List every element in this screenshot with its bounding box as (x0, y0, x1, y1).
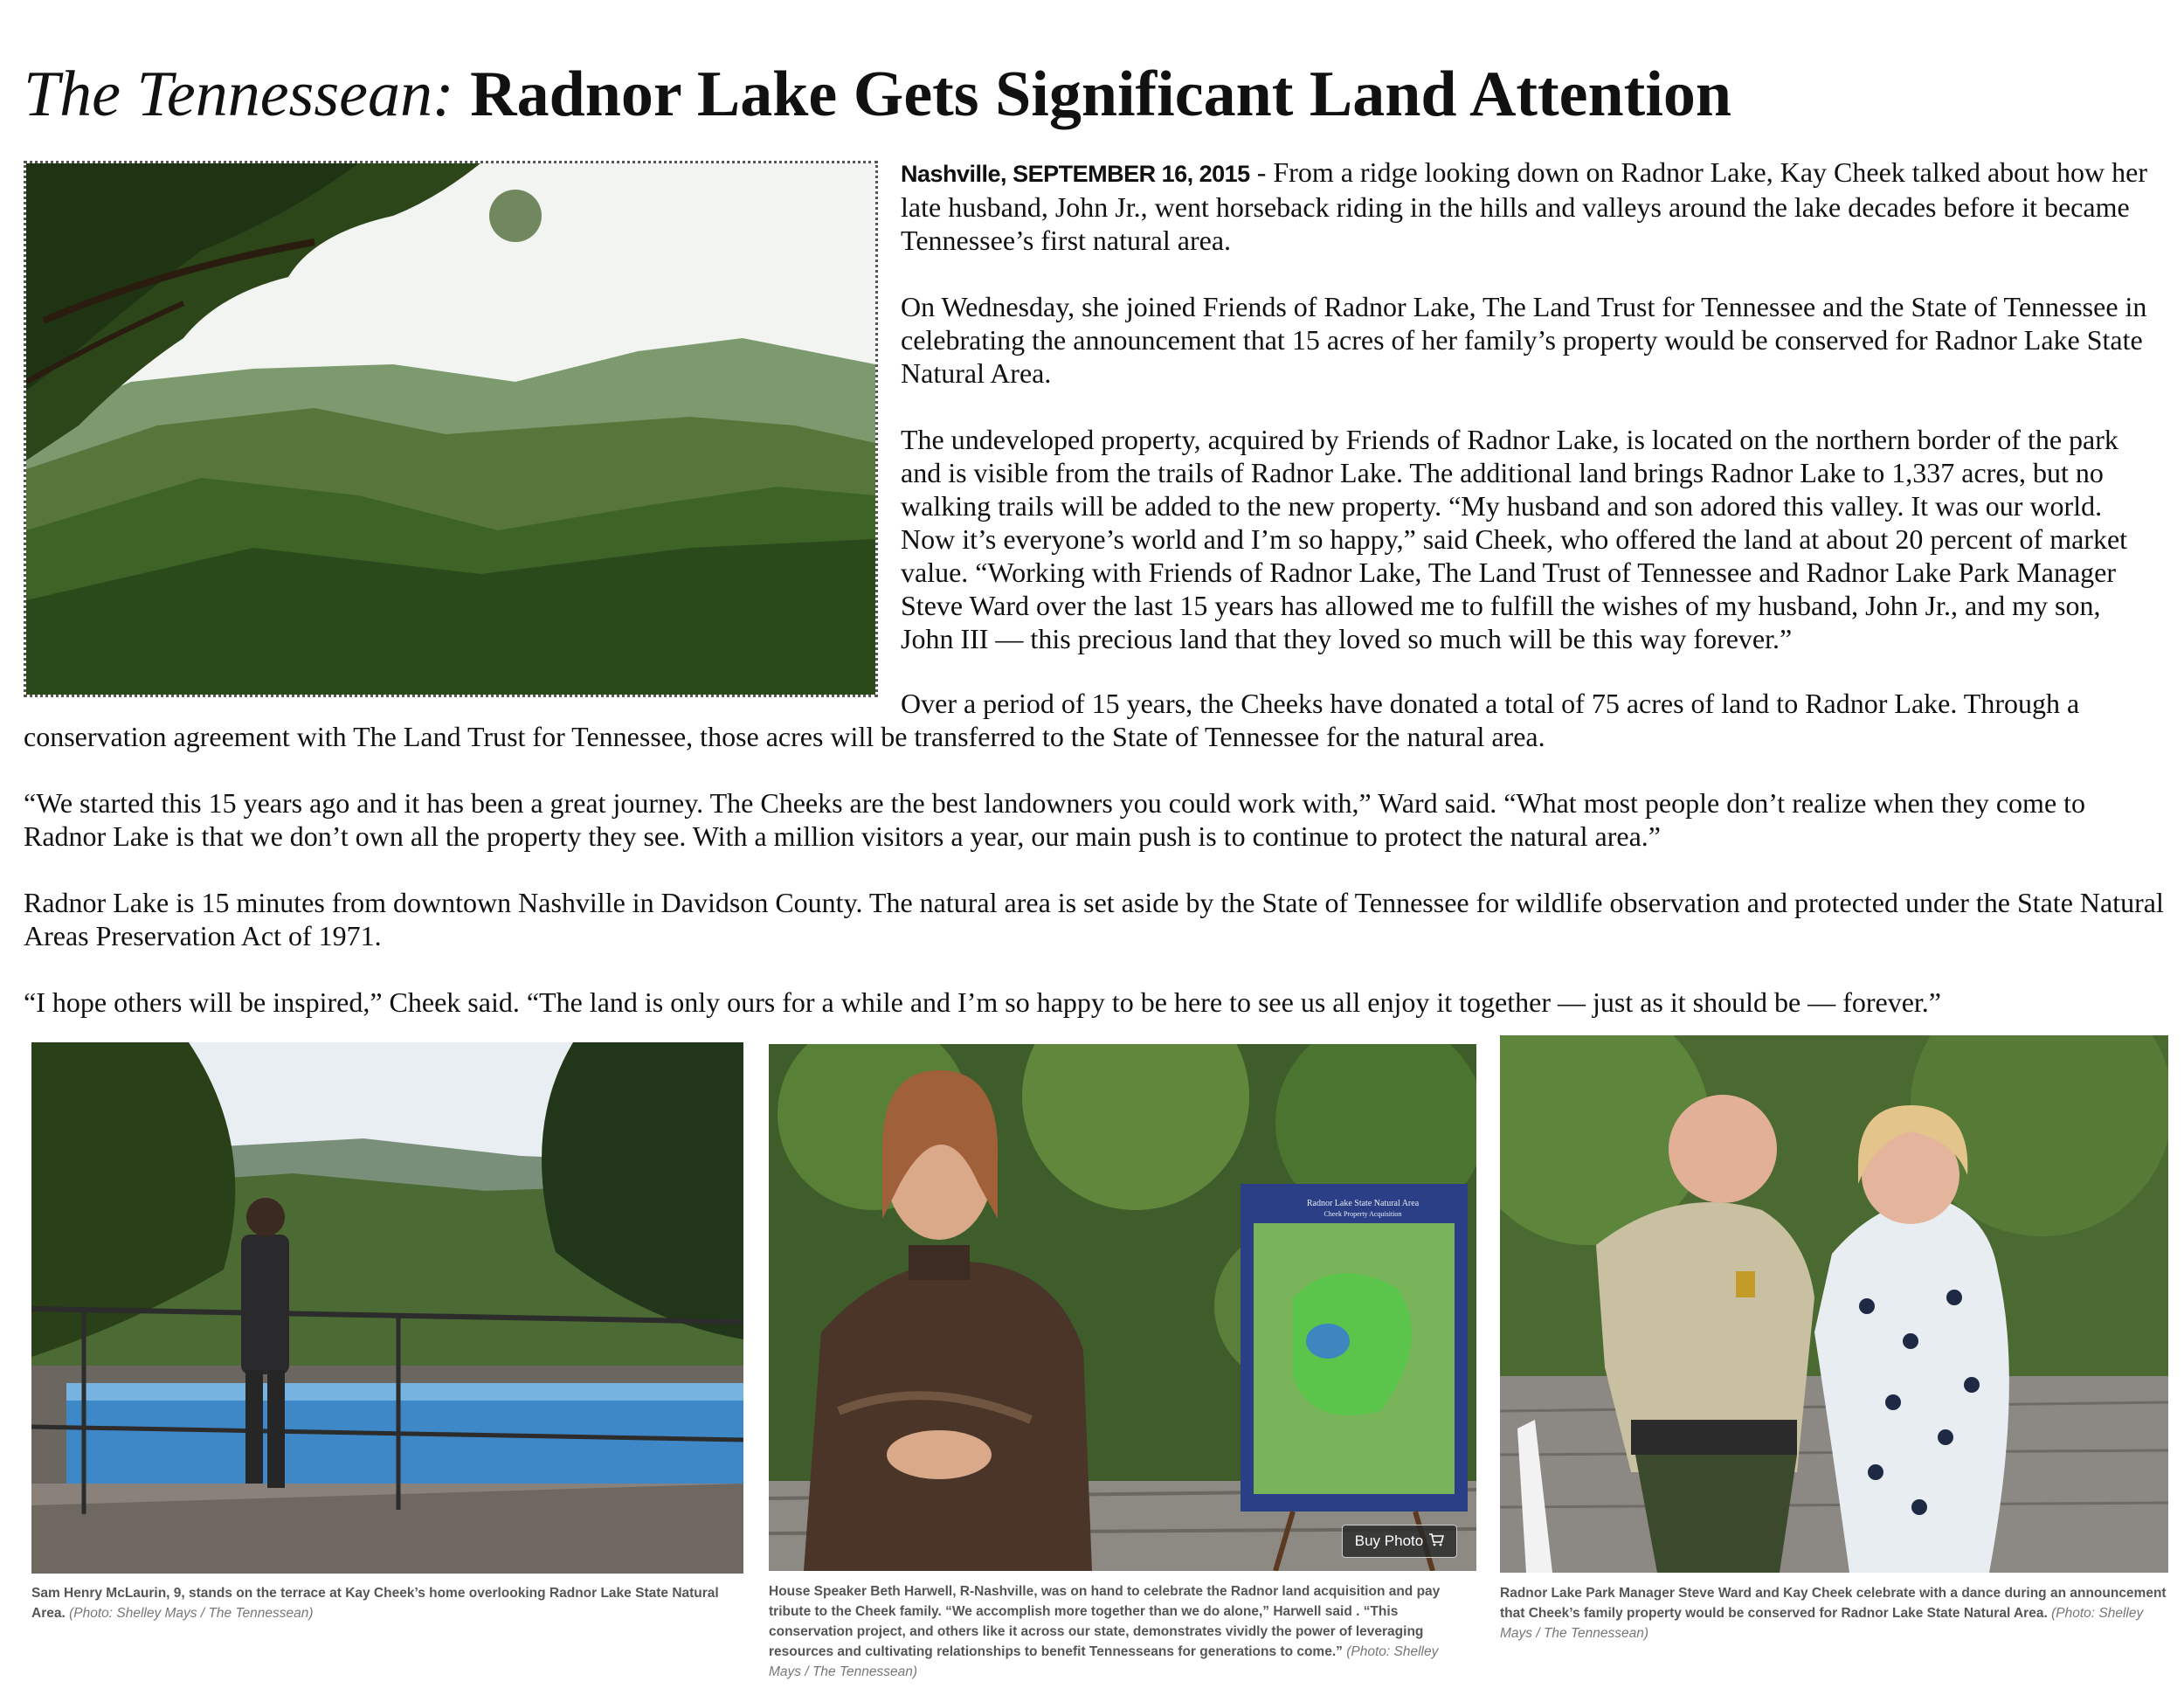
lead-text: - From a ridge looking down on Radnor Lake, Kay Cheek talked about how her late husband, John Jr., went horseback riding in the hills and valleys around the lake decades before it became Tennessee’s first natural area. (901, 156, 2148, 256)
article-body-full-width (24, 786, 2173, 1052)
caption-photo-1: Sam Henry McLaurin, 9, stands on the terrace at Kay Cheek’s home overlooking Radnor Lake State Natural Area. (Photo: Shelley Mays / The Tennessean) (31, 1586, 719, 1621)
article-paragraph-3: The undeveloped property, acquired by Friends of Radnor Lake, is located on the northern border of the park and is visible from the trails of Radnor Lake. The additional land brings Radnor Lake to 1,337 acres, but no walking trails will be added to the new property. “My husband and son adored this valley. It was our world. Now it’s everyone’s world and I’m so happy,” said Cheek, who offered the land at about 20 percent of market value. “Working with Friends of Radnor Lake, The Land Trust of Tennessee and Radnor Lake Park Manager Steve Ward over the last 15 years has allowed me to fulfill the wishes of my husband, John Jr., and my son, John III — this precious land that they loved so much will be this way forever.” (901, 424, 2128, 654)
article-paragraph-5: “We started this 15 years ago and it has been a great journey. The Cheeks are the best landowners you could work with,” Ward said. “What most people don’t realize when they come to Radnor Lake is that we don’t own all the property they see. With a million visitors a year, our main push is to continue to protect the natural area.” (24, 787, 2086, 852)
dateline: Nashville, SEPTEMBER 16, 2015 (901, 161, 1250, 187)
caption-photo-3: Radnor Lake Park Manager Steve Ward and Kay Cheek celebrate with a dance during an announcement that Cheek’s family property would be conserved for Radnor Lake State Natural Area. (Photo: Shelley Mays / The Tennessean) (1500, 1586, 2167, 1641)
photo-speaker-harwell (769, 1044, 1476, 1571)
article-paragraph-6: Radnor Lake is 15 minutes from downtown Nashville in Davidson County. The natural area is set aside by the State of Tennessee for wildlife observation and protected under the State Natural Areas Preservation Act of 1971. (24, 887, 2164, 951)
photo-ward-and-cheek-dance (1500, 1035, 2168, 1573)
buy-photo-label: Buy Photo (1354, 1532, 1424, 1549)
cart-icon (1428, 1532, 1444, 1551)
hero-photo-ridge-view (24, 161, 878, 697)
article-lead-paragraph (901, 156, 2159, 257)
map-sign-title: Radnor Lake State Natural Area Cheek Property Acquisition (1306, 1199, 1420, 1218)
article-paragraph-4: Over a period of 15 years, the Cheeks have donated a total of 75 acres of land to Radnor Lake. Through a conservation agreement with The Land Trust for Tennessee, those acres will be transferred to the State of Tennessee for the natural area. (24, 688, 2080, 752)
caption-photo-2: House Speaker Beth Harwell, R-Nashville, was on hand to celebrate the Radnor land acquisition and pay tribute to the Cheek family. “We accomplish more together than we do alone,” Harwell said . “This conservation project, and others like it across our state, demonstrates vividly the power of leveraging resources and cultivating relationships to benefit Tennesseans for generations to come.” (Photo: Shelley Mays / The Tennessean) (769, 1584, 1441, 1679)
publication-name: The Tennessean: (24, 59, 454, 130)
article-title: Radnor Lake Gets Significant Land Attention (470, 59, 1732, 130)
article-paragraph-2: On Wednesday, she joined Friends of Radnor Lake, The Land Trust for Tennessee and the State of Tennessee in celebrating the announcement that 15 acres of her family’s property would be conserved for Radnor Lake State Natural Area. (901, 291, 2147, 389)
photo-terrace-boy (31, 1042, 743, 1574)
article-column-right (901, 156, 2159, 688)
buy-photo-button[interactable] (1342, 1525, 1457, 1558)
article-paragraph-7: “I hope others will be inspired,” Cheek said. “The land is only ours for a while and I’m so happy to be here to see us all enjoy it together — just as it should be — forever.” (24, 986, 1941, 1018)
headline (24, 51, 1731, 138)
